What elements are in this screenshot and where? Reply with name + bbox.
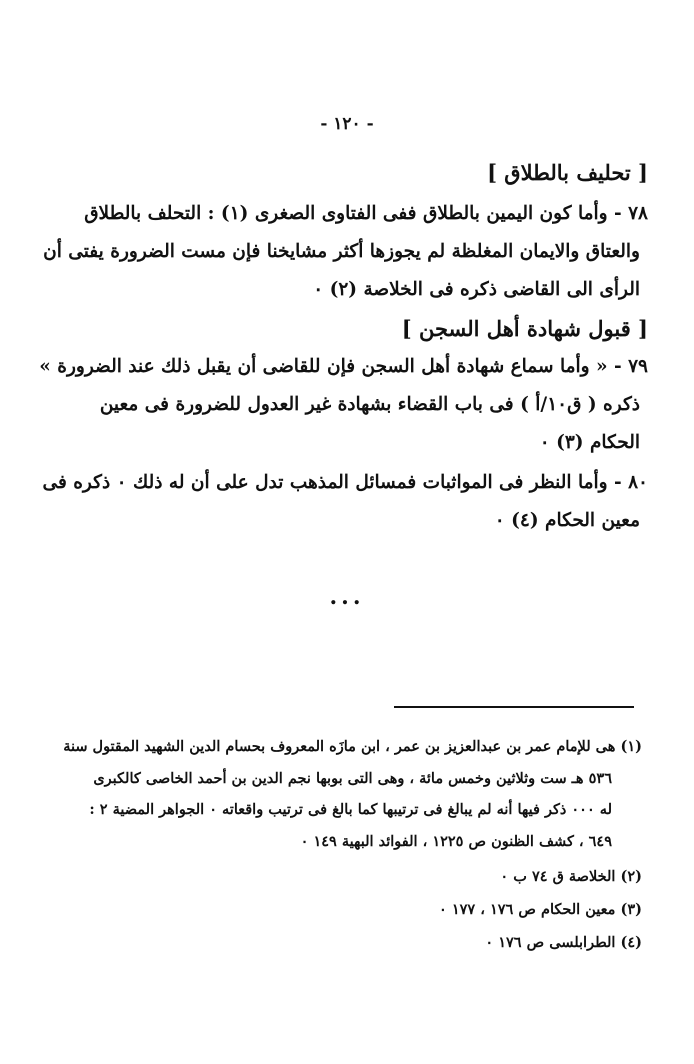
- paragraph-line: الرأى الى القاضى ذكره فى الخلاصة (٢) ٠: [313, 279, 640, 300]
- footnote-line: له ٠٠٠ ذكر فيها أنه لم يبالغ فى ترتيبها كما بالغ فى ترتيب واقعاته ٠ الجواهر المضية ٢ :: [89, 801, 612, 818]
- footnote-line: ٥٣٦ هـ ست وثلاثين وخمس مائة ، وهى التى بوبها نجم الدين بن أحمد الخاصى كالكبرى: [93, 770, 612, 787]
- paragraph-line: ٧٩ - « وأما سماع شهادة أهل السجن فإن للقاضى أن يقبل ذلك عند الضرورة »: [39, 356, 648, 377]
- paragraph-line: ذكره ( ق١٠/أ ) فى باب القضاء بشهادة غير العدول للضرورة فى معين: [99, 394, 640, 415]
- footnote-line: (٢) الخلاصة ق ٧٤ ب ٠: [500, 868, 642, 885]
- paragraph-line: ٨٠ - وأما النظر فى المواثبات فمسائل المذهب تدل على أن له ذلك ٠ ذكره فى: [42, 472, 648, 493]
- footnote-line: (٤) الطرابلسى ص ١٧٦ ٠: [485, 934, 642, 951]
- section-heading-prison-testimony: [ قبول شهادة أهل السجن ]: [401, 316, 648, 341]
- paragraph-line: ٧٨ - وأما كون اليمين بالطلاق ففى الفتاوى الصغرى (١) : التحلف بالطلاق: [84, 203, 648, 224]
- footnote-line: ٦٤٩ ، كشف الظنون ص ١٢٢٥ ، الفوائد البهية ١٤٩ ٠: [300, 833, 612, 850]
- footnote-rule: [394, 706, 634, 708]
- page-number: - ١٢٠ -: [320, 114, 374, 134]
- paragraph-line: الحكام (٣) ٠: [539, 432, 640, 453]
- section-heading-oath-divorce: [ تحليف بالطلاق ]: [487, 160, 648, 185]
- section-separator: ...: [329, 584, 365, 610]
- footnote-line: (٣) معين الحكام ص ١٧٦ ، ١٧٧ ٠: [438, 901, 642, 918]
- paragraph-line: والعتاق والايمان المغلظة لم يجوزها أكثر مشايخنا فإن مست الضرورة يفتى أن: [43, 241, 640, 262]
- footnote-line: (١) هى للإمام عمر بن عبدالعزيز بن عمر ، ابن مازَه المعروف بحسام الدين الشهيد المقتول سنة: [63, 738, 642, 755]
- paragraph-line: معين الحكام (٤) ٠: [494, 510, 640, 531]
